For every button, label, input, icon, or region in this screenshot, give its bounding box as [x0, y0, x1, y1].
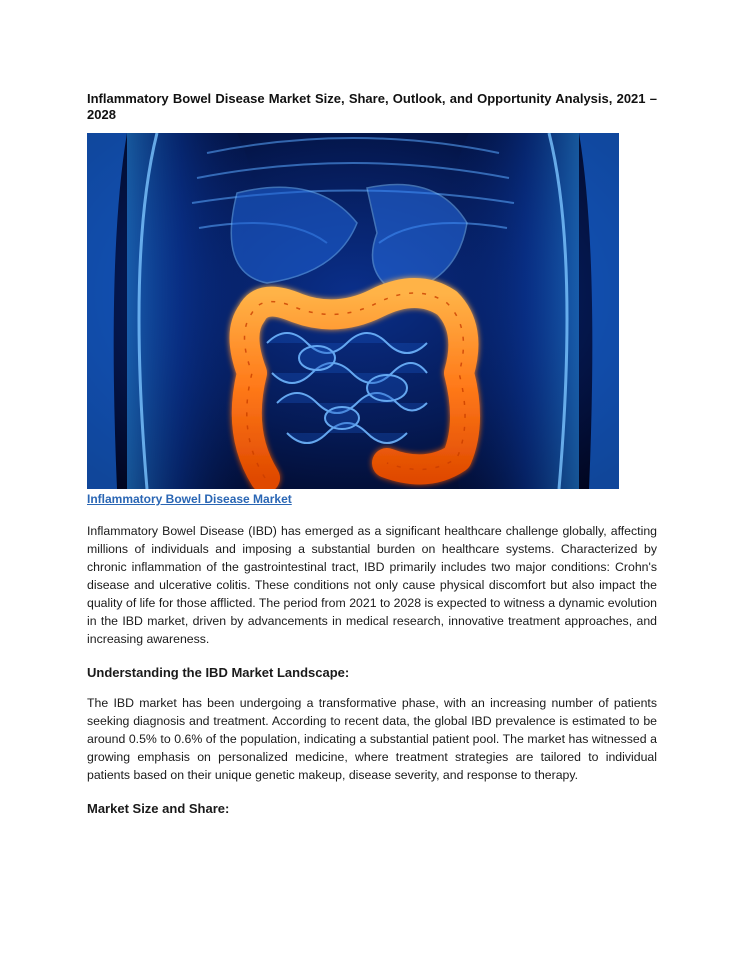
image-caption-link[interactable]: Inflammatory Bowel Disease Market: [87, 492, 292, 506]
section-heading-market-landscape: Understanding the IBD Market Landscape:: [87, 665, 350, 680]
market-landscape-paragraph: The IBD market has been undergoing a transformative phase, with an increasing number of patients seeking diagnosis and treatment. According to recent data, the global IBD prevalence is estimated to be around 0.5% to 0.6% of the population, indicating a substantial patient pool. The market has witnessed a growing emphasis on personalized medicine, where treatment strategies are tailored to individual patients based on their unique genetic makeup, disease severity, and response to therapy.: [87, 696, 657, 782]
section-heading-market-size: Market Size and Share:: [87, 801, 230, 816]
intro-paragraph: Inflammatory Bowel Disease (IBD) has emerged as a significant healthcare challenge globally, affecting millions of individuals and imposing a substantial burden on healthcare systems. Characterized by chronic inflammation of the gastrointestinal tract, IBD primarily includes two major conditions: Crohn's disease and ulcerative colitis. These conditions not only cause physical discomfort but also impact the quality of life for those afflicted. The period from 2021 to 2028 is expected to witness a dynamic evolution in the IBD market, driven by advancements in medical research, innovative treatment approaches, and increasing awareness.: [87, 524, 657, 646]
article: [87, 91, 657, 818]
page-title: Inflammatory Bowel Disease Market Size, Share, Outlook, and Opportunity Analysis, 2021 – 2028: [87, 91, 657, 122]
hero-image-anatomy-illustration: [87, 133, 619, 489]
